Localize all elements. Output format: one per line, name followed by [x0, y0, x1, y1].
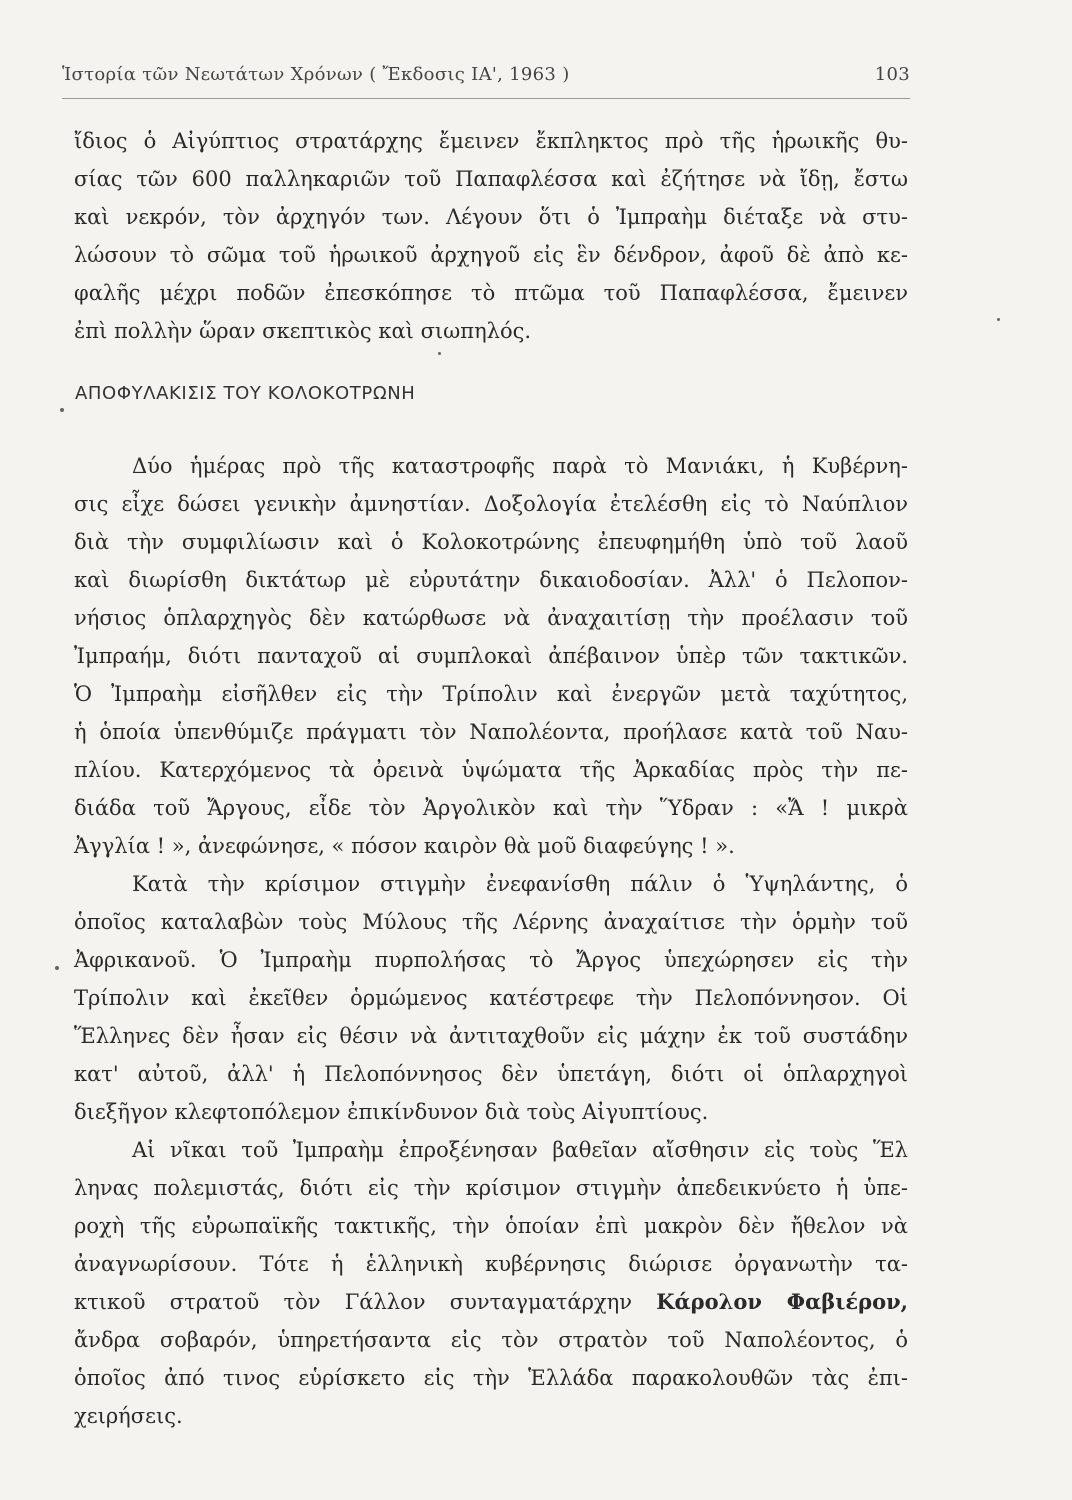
- text-line: ὁποῖος καταλαβὼν τοὺς Μύλους τῆς Λέρνης ἀναχαίτισε τὴν ὁρμὴν τοῦ: [74, 910, 908, 934]
- section-heading: ΑΠΟΦΥΛΑΚΙΣΙΣ ΤΟΥ ΚΟΛΟΚΟΤΡΩΝΗ: [75, 383, 416, 404]
- text-line: χειρήσεις.: [74, 1404, 183, 1428]
- text-line: ἐπὶ πολλὴν ὥραν σκεπτικὸς καὶ σιωπηλός.: [74, 319, 532, 343]
- text-line: λώσουν τὸ σῶμα τοῦ ἡρωικοῦ ἀρχηγοῦ εἰς ἓν δένδρον, ἀφοῦ δὲ ἀπὸ κε-: [74, 243, 908, 267]
- text-line: Δύο ἡμέρας πρὸ τῆς καταστροφῆς παρὰ τὸ Μανιάκι, ἡ Κυβέρνη-: [132, 454, 908, 478]
- scan-speck: [997, 318, 1000, 321]
- text-line: ἡ ὁποία ὑπενθύμιζε πράγματι τὸν Ναπολέοντα, προήλασε κατὰ τοῦ Ναυ-: [74, 720, 908, 744]
- text-line: ὁποῖος ἀπό τινος εὑρίσκετο εἰς τὴν Ἑλλάδα παρακολουθῶν τὰς ἐπι-: [74, 1366, 908, 1390]
- text-line: Ἀφρικανοῦ. Ὁ Ἰμπραὴμ πυρπολήσας τὸ Ἄργος ὑπεχώρησεν εἰς τὴν: [74, 948, 908, 972]
- scan-speck: [55, 966, 59, 970]
- text-line: Κατὰ τὴν κρίσιμον στιγμὴν ἐνεφανίσθη πάλιν ὁ Ὑψηλάντης, ὁ: [132, 872, 908, 896]
- text-line: ροχὴ τῆς εὐρωπαϊκῆς τακτικῆς, τὴν ὁποίαν ἐπὶ μακρὸν δὲν ἤθελον νὰ: [74, 1214, 908, 1238]
- text-line: καὶ διωρίσθη δικτάτωρ μὲ εὐρυτάτην δικαιοδοσίαν. Ἀλλ' ὁ Πελοπον-: [74, 568, 908, 592]
- text-line: ἴδιος ὁ Αἰγύπτιος στρατάρχης ἔμεινεν ἔκπληκτος πρὸ τῆς ἡρωικῆς θυ-: [74, 129, 908, 153]
- text-line: ἄνδρα σοβαρόν, ὑπηρετήσαντα εἰς τὸν στρατὸν τοῦ Ναπολέοντος, ὁ: [74, 1328, 908, 1352]
- text-line: διεξῆγον κλεφτοπόλεμον ἐπικίνδυνον διὰ τοὺς Αἰγυπτίους.: [74, 1100, 709, 1124]
- text-segment: κτικοῦ στρατοῦ τὸν Γάλλον συνταγματάρχην: [74, 1290, 633, 1314]
- running-header-title: Ἱστορία τῶν Νεωτάτων Χρόνων ( Ἔκδοσις ΙΑ', 1963 ): [62, 64, 570, 85]
- text-line: καὶ νεκρόν, τὸν ἀρχηγόν των. Λέγουν ὅτι ὁ Ἰμπραὴμ διέταξε νὰ στυ-: [74, 205, 908, 229]
- text-line: Τρίπολιν καὶ ἐκεῖθεν ὁρμώμενος κατέστρεφε τὴν Πελοπόννησον. Οἱ: [74, 986, 908, 1010]
- text-line: Ἕλληνες δὲν ἦσαν εἰς θέσιν νὰ ἀντιταχθοῦν εἰς μάχην ἐκ τοῦ συστάδην: [74, 1024, 908, 1048]
- text-line: Ἰμπραήμ, διότι πανταχοῦ αἱ συμπλοκαὶ ἀπέβαινον ὑπὲρ τῶν τακτικῶν.: [74, 644, 908, 668]
- text-line: πλίου. Κατερχόμενος τὰ ὀρεινὰ ὑψώματα τῆς Ἀρκαδίας πρὸς τὴν πε-: [74, 758, 908, 782]
- text-line-with-bold-name: [74, 1286, 908, 1318]
- bold-name: Κάρολον Φαβιέρον,: [656, 1289, 908, 1314]
- text-line: σις εἶχε δώσει γενικὴν ἀμνηστίαν. Δοξολογία ἐτελέσθη εἰς τὸ Ναύπλιον: [74, 492, 908, 516]
- text-line: Ὁ Ἰμπραὴμ εἰσῆλθεν εἰς τὴν Τρίπολιν καὶ ἐνεργῶν μετὰ ταχύτητος,: [74, 682, 908, 706]
- scan-speck: [60, 408, 64, 412]
- scan-speck: [438, 352, 441, 355]
- text-line: ἀναγνωρίσουν. Τότε ἡ ἑλληνικὴ κυβέρνησις διώρισε ὀργανωτὴν τα-: [74, 1252, 908, 1276]
- text-line: διάδα τοῦ Ἄργους, εἶδε τὸν Ἀργολικὸν καὶ τὴν Ὕδραν : «Ἄ ! μικρὰ: [74, 796, 908, 820]
- text-line: φαλῆς μέχρι ποδῶν ἐπεσκόπησε τὸ πτῶμα τοῦ Παπαφλέσσα, ἔμεινεν: [74, 281, 908, 305]
- page-number: 103: [874, 64, 910, 85]
- text-line: κατ' αὐτοῦ, ἀλλ' ἡ Πελοπόννησος δὲν ὑπετάγη, διότι οἱ ὁπλαρχηγοὶ: [74, 1062, 908, 1086]
- text-line: Αἱ νῖκαι τοῦ Ἰμπραὴμ ἐπροξένησαν βαθεῖαν αἴσθησιν εἰς τοὺς Ἕλ: [132, 1138, 908, 1162]
- text-line: διὰ τὴν συμφιλίωσιν καὶ ὁ Κολοκοτρώνης ἐπευφημήθη ὑπὸ τοῦ λαοῦ: [74, 530, 908, 554]
- text-line: Ἀγγλία ! », ἀνεφώνησε, « πόσον καιρὸν θὰ μοῦ διαφεύγης ! ».: [74, 834, 735, 858]
- text-line: νήσιος ὁπλαρχηγὸς δὲν κατώρθωσε νὰ ἀναχαιτίσῃ τὴν προέλασιν τοῦ: [74, 606, 908, 630]
- text-line: ληνας πολεμιστάς, διότι εἰς τὴν κρίσιμον στιγμὴν ἀπεδεικνύετο ἡ ὑπε-: [74, 1176, 908, 1200]
- header-rule: [62, 98, 910, 99]
- text-line: σίας τῶν 600 παλληκαριῶν τοῦ Παπαφλέσσα καὶ ἐζήτησε νὰ ἴδῃ, ἔστω: [74, 167, 908, 191]
